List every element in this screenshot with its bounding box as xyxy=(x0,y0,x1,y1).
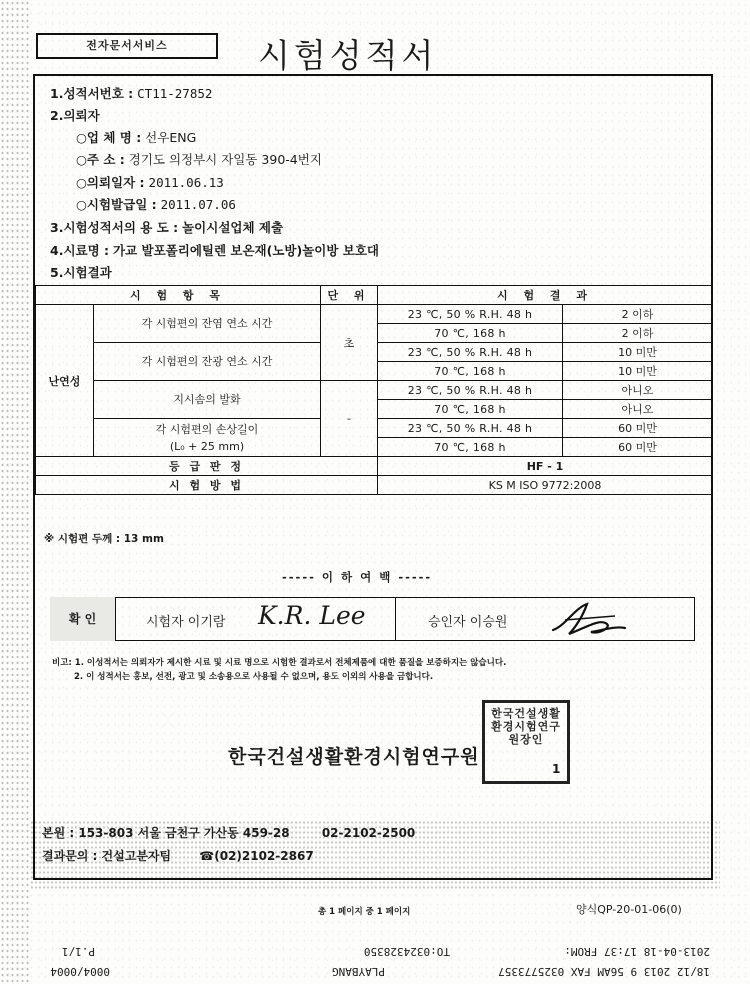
result-cell: 10 미만 xyxy=(563,343,713,362)
condition-cell: 23 ℃, 50 % R.H. 48 h xyxy=(378,343,563,362)
seal-number: 1 xyxy=(552,762,561,776)
issue-date: 2011.07.06 xyxy=(160,197,236,212)
company-name: 선우ENG xyxy=(145,130,197,145)
purpose-line xyxy=(50,218,283,236)
request-date-line xyxy=(76,173,224,191)
report-number-line xyxy=(50,84,212,102)
result-cell: 60 미만 xyxy=(563,419,713,438)
header-unit: 단 위 xyxy=(321,286,378,305)
condition-cell: 70 ℃, 168 h xyxy=(378,400,563,419)
report-number-label: 1.성적서번호 : xyxy=(50,86,134,101)
method-value: KS M ISO 9772:2008 xyxy=(378,476,713,495)
address-line xyxy=(76,150,322,168)
result-cell: 60 미만 xyxy=(563,438,713,457)
unit-cell: - xyxy=(321,381,378,457)
result-cell: 아니오 xyxy=(563,381,713,400)
request-date: 2011.06.13 xyxy=(148,175,224,190)
address-label: ○주 소 : xyxy=(76,152,125,167)
company-label: ○업 체 명 : xyxy=(76,130,142,145)
table-row xyxy=(36,305,713,324)
head-office-address: 153-803 서울 금천구 가산동 459-28 xyxy=(78,826,290,840)
test-item xyxy=(94,419,321,457)
issue-date-line xyxy=(76,195,236,213)
purpose-value: 놀이시설업체 제출 xyxy=(182,220,284,235)
method-row xyxy=(36,476,713,495)
header-test-item: 시 험 항 목 xyxy=(36,286,321,305)
test-item-line1: 각 시험편의 손상길이 xyxy=(155,422,259,436)
inquiry-label: 결과문의 : xyxy=(42,849,98,863)
service-box: 전자문서서비스 xyxy=(36,33,218,59)
sample-line xyxy=(50,241,379,259)
request-date-label: ○의뢰일자 : xyxy=(76,175,145,190)
page-title: 시험성적서 xyxy=(258,36,438,75)
inquiry-phone: ☎(02)2102-2867 xyxy=(199,849,314,863)
form-number: 양식QP-20-01-06(0) xyxy=(576,903,682,916)
fax-line2-mid: PLAYBANG xyxy=(332,965,385,978)
confirmation-label: 확 인 xyxy=(50,597,116,641)
test-item: 각 시험편의 잔염 연소 시간 xyxy=(94,305,321,343)
result-cell: 10 미만 xyxy=(563,362,713,381)
fax-line2-right: 0004/0004 xyxy=(50,965,110,978)
inquiry-line xyxy=(42,847,314,864)
unit-cell: 초 xyxy=(321,305,378,381)
condition-cell: 70 ℃, 168 h xyxy=(378,438,563,457)
report-number: CT11-27852 xyxy=(137,86,213,101)
result-cell: 2 이하 xyxy=(563,305,713,324)
fax-line1-right: P.1/1 xyxy=(61,945,95,958)
head-office-phone: 02-2102-2500 xyxy=(321,826,416,840)
fax-line2-left: 18/12 2013 9 56AM FAX 0325773357 xyxy=(498,965,710,978)
end-of-content-mark: ----- 이 하 여 백 ----- xyxy=(282,570,433,584)
purpose-label: 3.시험성적서의 용 도 : xyxy=(50,220,179,235)
result-label: 5.시험결과 xyxy=(50,265,112,280)
remark-2: 2. 이 성적서는 홍보, 선전, 광고 및 소송용으로 사용될 수 없으며, 용도 이외의 사용을 금합니다. xyxy=(74,672,434,682)
sample-label: 4.시료명 : xyxy=(50,243,110,258)
fax-header-inverted xyxy=(0,940,750,980)
client-heading xyxy=(50,106,100,124)
page-count: 총 1 페이지 중 1 페이지 xyxy=(318,907,411,917)
condition-cell: 23 ℃, 50 % R.H. 48 h xyxy=(378,419,563,438)
client-label: 2.의뢰자 xyxy=(50,108,100,123)
sample-value: 가교 발포폴리에틸렌 보온재(노방)놀이방 보호대 xyxy=(113,243,379,258)
address-value: 경기도 의정부시 자일동 390-4번지 xyxy=(128,152,322,167)
method-label: 시 험 방 법 xyxy=(36,476,378,495)
confirmation-divider xyxy=(395,597,396,641)
head-office-label: 본원 : xyxy=(42,826,75,840)
tester-name: 시험자 이기람 xyxy=(146,615,226,630)
result-cell: 아니오 xyxy=(563,400,713,419)
inquiry-team: 건설고분자팀 xyxy=(101,849,172,863)
company-line xyxy=(76,128,196,146)
condition-cell: 23 ℃, 50 % R.H. 48 h xyxy=(378,381,563,400)
seal-text: 한국건설생활환경시험연구원장인 xyxy=(491,707,561,746)
result-cell: 2 이하 xyxy=(563,324,713,343)
fax-line1-mid: TO:0324328350 xyxy=(363,945,450,958)
approver-signature xyxy=(545,598,630,640)
header-result: 시 험 결 과 xyxy=(378,286,713,305)
tester-signature: K.R. Lee xyxy=(258,601,366,630)
table-row xyxy=(36,381,713,400)
result-heading xyxy=(50,263,112,281)
approver-name: 승인자 이승원 xyxy=(428,615,508,630)
test-item: 지시솜의 발화 xyxy=(94,381,321,419)
grade-value: HF - 1 xyxy=(378,457,713,476)
grade-row xyxy=(36,457,713,476)
grade-label: 등 급 판 정 xyxy=(36,457,378,476)
fax-line1-left: 2013-04-18 17:37 FROM: xyxy=(564,945,710,958)
condition-cell: 23 ℃, 50 % R.H. 48 h xyxy=(378,305,563,324)
condition-cell: 70 ℃, 168 h xyxy=(378,362,563,381)
head-office-line xyxy=(42,824,415,841)
institute-name: 한국건설생활환경시험연구원 xyxy=(228,746,480,768)
issue-date-label: ○시험발급일 : xyxy=(76,197,157,212)
test-item-line2: (L₀ + 25 mm) xyxy=(169,439,245,453)
scan-edge-noise xyxy=(0,0,30,984)
condition-cell: 70 ℃, 168 h xyxy=(378,324,563,343)
test-item: 각 시험편의 잔광 연소 시간 xyxy=(94,343,321,381)
results-table xyxy=(35,285,713,495)
table-header-row xyxy=(36,286,713,305)
thickness-note: ※ 시험편 두께 : 13 mm xyxy=(44,533,164,545)
remark-1: 비고: 1. 이성적서는 의뢰자가 제시한 시료 및 시료 명으로 시험한 결과로서 전체제품에 대한 품질을 보증하지는 않습니다. xyxy=(52,658,507,668)
group-label: 난연성 xyxy=(36,305,94,457)
